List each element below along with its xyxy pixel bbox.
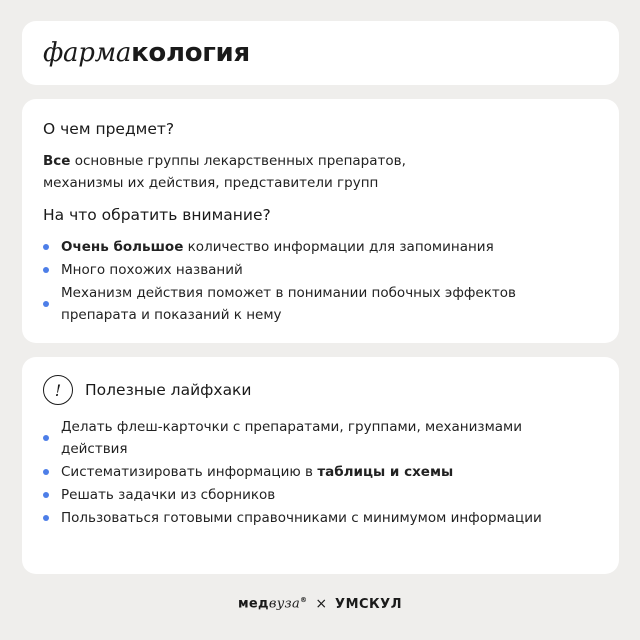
bullet-dot [43,515,49,521]
about-line-1 [43,150,406,172]
info-card [22,99,619,343]
list-item-line-2: препарата и показаний к нему [61,307,282,323]
subject-title [43,36,250,70]
title-bold-part: кология [131,38,250,68]
list-item-text: Систематизировать информацию в [61,464,318,480]
bullet-dot [43,435,49,441]
tips-heading: Полезные лайфхаки [85,381,252,399]
list-item-line-1: Делать флеш-карточки с препаратами, группами, механизмами [61,419,522,435]
list-item [41,416,542,460]
list-item-text: Много похожих названий [61,262,243,278]
attention-heading: На что обратить внимание? [43,206,271,224]
title-card [22,21,619,85]
list-item [41,236,516,258]
about-text [43,150,406,194]
about-line-2: механизмы их действия, представители групп [43,175,379,191]
tips-list [41,416,542,530]
bullet-dot [43,492,49,498]
list-item-line-1: Механизм действия поможет в понимании побочных эффектов [61,285,516,301]
tips-card [22,357,619,574]
list-item [41,507,542,529]
list-item-bold: Очень большое [61,239,184,255]
tips-header [43,375,252,405]
list-item-bold: таблицы и схемы [317,464,454,480]
bullet-dot [43,469,49,475]
list-item [41,484,542,506]
brand-separator: × [315,596,328,612]
bullet-dot [43,267,49,273]
bullet-dot [43,301,49,307]
footer-brands [0,596,640,612]
about-heading: О чем предмет? [43,120,175,138]
about-line-1-rest: основные группы лекарственных препаратов, [70,153,406,169]
bullet-dot [43,244,49,250]
brand-medvuza-part-1: мед [238,596,269,612]
list-item-text: Пользоваться готовыми справочниками с минимумом информации [61,510,542,526]
brand-umskul-logo: УМСКУЛ [335,596,402,612]
attention-list [41,236,516,326]
title-script-part: фарма [43,38,132,68]
list-item-text: количество информации для запоминания [183,239,494,255]
list-item-line-2: действия [61,441,128,457]
registered-mark: ® [300,596,308,605]
list-item [41,282,516,326]
list-item [41,461,542,483]
exclamation-circle-icon: ! [43,375,73,405]
list-item-text: Решать задачки из сборников [61,487,276,503]
about-line-1-bold: Все [43,153,71,169]
list-item [41,259,516,281]
brand-medvuza-logo [238,596,307,611]
brand-medvuza-part-2: вуза [268,596,300,612]
